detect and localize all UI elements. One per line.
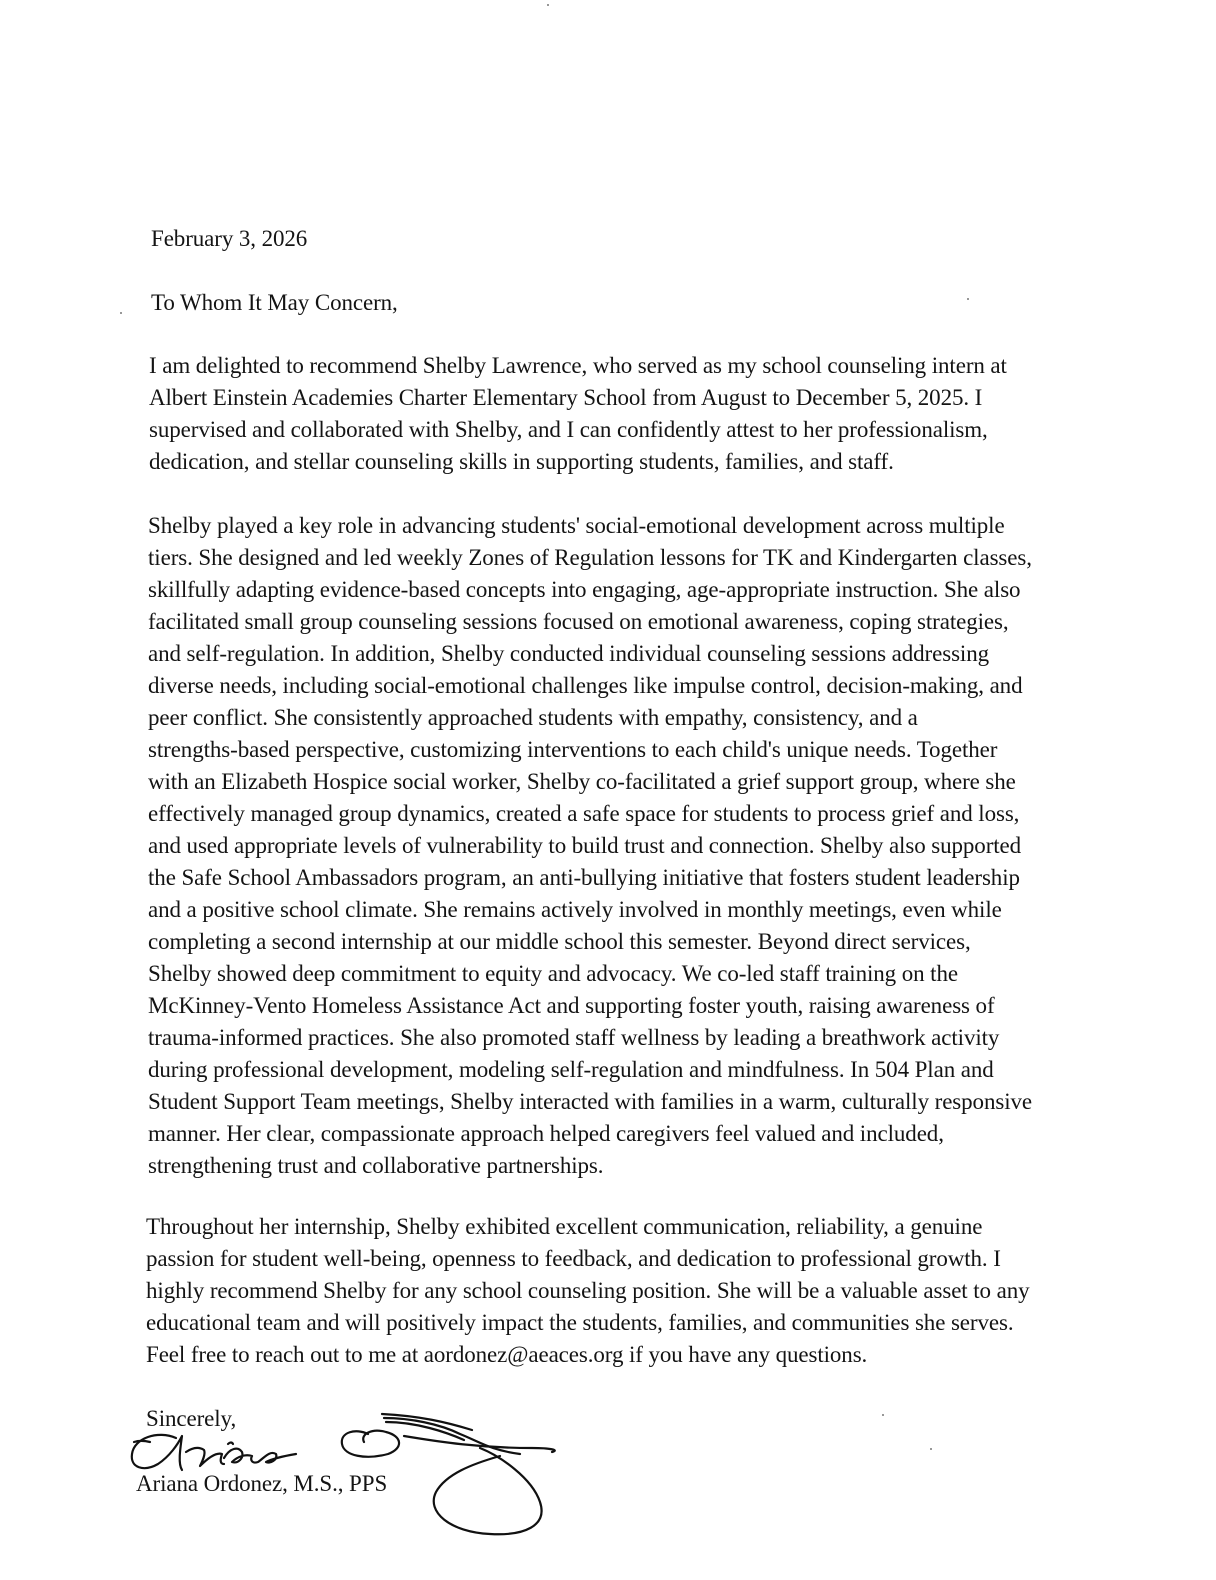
paragraph-line: I am delighted to recommend Shelby Lawrence, who served as my school counseling intern at xyxy=(149,353,1007,378)
paragraph-line: facilitated small group counseling sessions focused on emotional awareness, coping strategies, xyxy=(148,609,1009,634)
letter-date: February 3, 2026 xyxy=(151,226,308,251)
paragraph-line: Shelby showed deep commitment to equity and advocacy. We co-led staff training on the xyxy=(148,961,958,986)
scan-speck xyxy=(882,1414,884,1416)
paragraph-line: and self-regulation. In addition, Shelby conducted individual counseling sessions addressing xyxy=(148,641,990,666)
paragraph-line: skillfully adapting evidence-based concepts into engaging, age-appropriate instruction. She also xyxy=(148,577,1021,602)
paragraph-line: strengthening trust and collaborative partnerships. xyxy=(148,1153,604,1178)
paragraph-line: completing a second internship at our middle school this semester. Beyond direct services, xyxy=(148,929,971,954)
paragraph-line: passion for student well-being, openness to feedback, and dedication to professional growth. I xyxy=(146,1246,1001,1271)
paragraph-line: diverse needs, including social-emotional challenges like impulse control, decision-making, and xyxy=(148,673,1023,698)
paragraph-line: with an Elizabeth Hospice social worker, Shelby co-facilitated a grief support group, where she xyxy=(148,769,1016,794)
paragraph-recommendation xyxy=(146,1211,1030,1371)
paragraph-line: Feel free to reach out to me at aordonez@aeaces.org if you have any questions. xyxy=(146,1342,868,1367)
paragraph-line: and used appropriate levels of vulnerability to build trust and connection. Shelby also supported xyxy=(148,833,1022,858)
paragraph-line: dedication, and stellar counseling skills in supporting students, families, and staff. xyxy=(149,449,894,474)
paragraph-line: tiers. She designed and led weekly Zones of Regulation lessons for TK and Kindergarten classes, xyxy=(148,545,1032,570)
paragraph-line: during professional development, modeling self-regulation and mindfulness. In 504 Plan and xyxy=(148,1057,994,1082)
scan-speck xyxy=(930,1448,932,1450)
signer-name: Ariana Ordonez, M.S., PPS xyxy=(136,1471,388,1496)
paragraph-line: effectively managed group dynamics, created a safe space for students to process grief and loss, xyxy=(148,801,1020,826)
scan-speck xyxy=(967,298,969,300)
salutation: To Whom It May Concern, xyxy=(151,290,398,315)
paragraph-line: Throughout her internship, Shelby exhibited excellent communication, reliability, a genuine xyxy=(146,1214,983,1239)
paragraph-line: Albert Einstein Academies Charter Elementary School from August to December 5, 2025. I xyxy=(149,385,983,410)
paragraph-line: strengths-based perspective, customizing interventions to each child's unique needs. Together xyxy=(148,737,998,762)
paragraph-line: manner. Her clear, compassionate approach helped caregivers feel valued and included, xyxy=(148,1121,944,1146)
paragraph-line: Shelby played a key role in advancing students' social-emotional development across multiple xyxy=(148,513,1005,538)
paragraph-line: and a positive school climate. She remains actively involved in monthly meetings, even while xyxy=(148,897,1002,922)
paragraph-line: the Safe School Ambassadors program, an anti-bullying initiative that fosters student leadership xyxy=(148,865,1020,890)
paragraph-introduction xyxy=(149,350,1007,478)
scan-speck xyxy=(547,4,549,6)
paragraph-line: educational team and will positively impact the students, families, and communities she serves. xyxy=(146,1310,1014,1335)
scan-speck xyxy=(120,312,122,314)
paragraph-line: supervised and collaborated with Shelby, and I can confidently attest to her professionalism, xyxy=(149,417,988,442)
paragraph-line: peer conflict. She consistently approached students with empathy, consistency, and a xyxy=(148,705,918,730)
paragraph-line: McKinney-Vento Homeless Assistance Act and supporting foster youth, raising awareness of xyxy=(148,993,995,1018)
paragraph-line: highly recommend Shelby for any school counseling position. She will be a valuable asset to any xyxy=(146,1278,1030,1303)
paragraph-contributions xyxy=(148,510,1032,1182)
paragraph-line: Student Support Team meetings, Shelby interacted with families in a warm, culturally responsive xyxy=(148,1089,1032,1114)
paragraph-line: trauma-informed practices. She also promoted staff wellness by leading a breathwork activity xyxy=(148,1025,1000,1050)
closing: Sincerely, xyxy=(146,1406,237,1431)
